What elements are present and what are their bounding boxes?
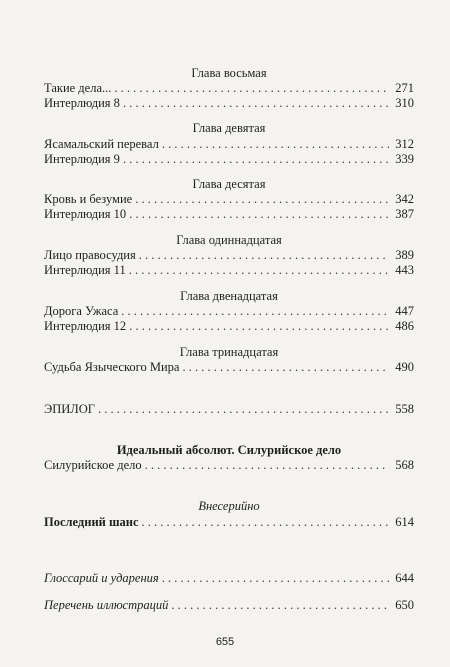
toc-entry <box>44 458 414 472</box>
entry-title: Кровь и безумие <box>44 192 133 206</box>
toc-entry <box>44 598 414 612</box>
entry-page: 339 <box>395 152 414 166</box>
entry-title: Ясамальский перевал <box>44 137 159 151</box>
entry-title: Силурийское дело <box>44 458 142 472</box>
entry-title: Интерлюдия 11 <box>44 263 126 277</box>
entry-title: Последний шанс <box>44 515 139 529</box>
entry-title: Глоссарий и ударения <box>44 571 159 585</box>
entry-page: 486 <box>395 319 414 333</box>
entry-page: 650 <box>395 598 414 612</box>
entry-page: 310 <box>395 96 414 110</box>
chapter-heading: Глава восьмая <box>191 66 267 80</box>
leader-dots <box>162 571 389 585</box>
entry-page: 271 <box>395 81 414 95</box>
entry-title: ЭПИЛОГ <box>44 402 96 416</box>
chapter-heading: Глава десятая <box>192 177 266 191</box>
entry-title: Интерлюдия 9 <box>44 152 120 166</box>
leader-dots <box>171 598 389 612</box>
entry-page: 342 <box>395 192 414 206</box>
leader-dots <box>182 360 389 374</box>
entry-page: 558 <box>395 402 414 416</box>
entry-title: Интерлюдия 8 <box>44 96 120 110</box>
toc-entry <box>44 248 414 262</box>
toc-entry <box>44 152 414 166</box>
toc-entry <box>44 137 414 151</box>
entry-title: Лицо правосудия <box>44 248 136 262</box>
entry-page: 447 <box>395 304 414 318</box>
chapter-heading: Глава одиннадцатая <box>176 233 282 247</box>
toc-entry <box>44 571 414 585</box>
toc-entry <box>44 207 414 221</box>
toc-entry-epilogue <box>44 402 414 416</box>
entry-title: Интерлюдия 10 <box>44 207 127 221</box>
entry-page: 389 <box>395 248 414 262</box>
entry-page: 614 <box>395 515 414 529</box>
leader-dots <box>145 458 389 472</box>
entry-page: 443 <box>395 263 414 277</box>
entry-page: 490 <box>395 360 414 374</box>
entry-title: Перечень иллюстраций <box>44 598 169 612</box>
entry-page: 387 <box>395 207 414 221</box>
entry-page: 568 <box>395 458 414 472</box>
section-heading: Идеальный абсолют. Силурийское дело <box>116 443 342 457</box>
entry-page: 312 <box>395 137 414 151</box>
entry-title: Такие дела... <box>44 81 112 95</box>
toc-entry <box>44 263 414 277</box>
entry-title: Интерлюдия 12 <box>44 319 127 333</box>
entry-title: Дорога Ужаса <box>44 304 119 318</box>
leader-dots <box>121 304 389 318</box>
section-heading: Внесерийно <box>198 499 260 513</box>
entry-title: Судьба Языческого Мира <box>44 360 180 374</box>
leader-dots <box>98 402 389 416</box>
leader-dots <box>129 319 389 333</box>
chapter-heading: Глава тринадцатая <box>179 345 279 359</box>
toc-entry <box>44 192 414 206</box>
leader-dots <box>162 137 389 151</box>
leader-dots <box>123 152 389 166</box>
page-number: 655 <box>215 636 235 648</box>
leader-dots <box>135 192 389 206</box>
leader-dots <box>129 207 389 221</box>
leader-dots <box>142 515 389 529</box>
toc-entry <box>44 515 414 529</box>
entry-page: 644 <box>395 571 414 585</box>
toc-entry <box>44 304 414 318</box>
chapter-heading: Глава двенадцатая <box>180 289 278 303</box>
toc-entry <box>44 81 414 95</box>
leader-dots <box>114 81 389 95</box>
leader-dots <box>123 96 389 110</box>
leader-dots <box>139 248 389 262</box>
toc-entry <box>44 360 414 374</box>
leader-dots <box>129 263 389 277</box>
toc-entry <box>44 319 414 333</box>
chapter-heading: Глава девятая <box>192 121 266 135</box>
toc-entry <box>44 96 414 110</box>
